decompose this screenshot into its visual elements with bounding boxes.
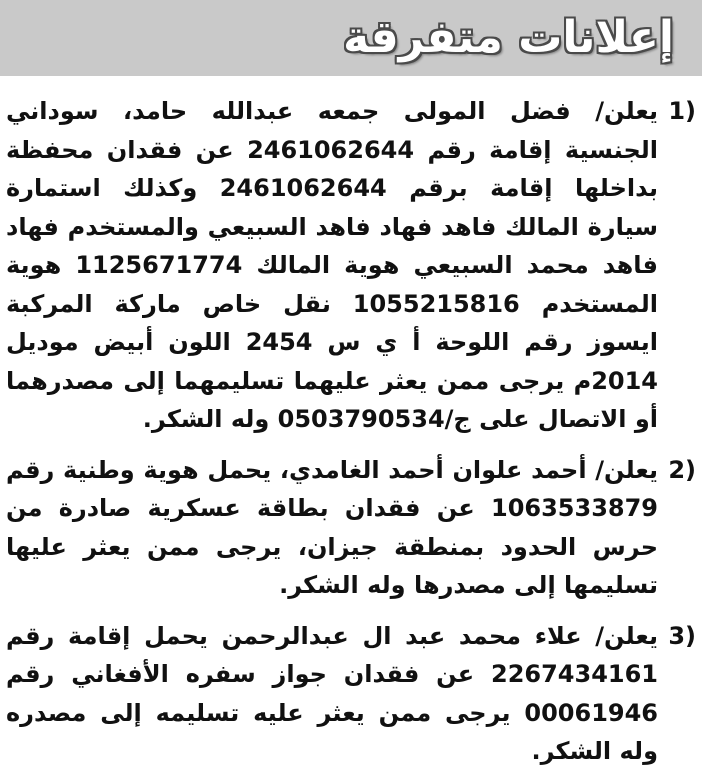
ad-number: 3) [668,621,696,650]
ad-number: 2) [668,455,696,484]
ads-list [6,92,696,783]
section-header [0,0,702,76]
section-title: إعلانات متفرقة [343,12,674,63]
ad-text: يعلن/ فضل المولى جمعه عبدالله حامد، سوداني الجنسية إقامة رقم 2461062644 عن فقدان محفظة بداخلها إقامة برقم 2461062644 وكذلك استمارة سيارة المالك فاهد فهاد فاهد السبيعي والمستخدم فهاد فاهد محمد السبيعي هوية المالك 1125671774 هوية المستخدم 1055215816 نقل خاص ماركة المركبة ايسوز رقم اللوحة أ ي س 2454 اللون أبيض موديل 2014م يرجى ممن يعثر عليهما تسليمهما إلى مصدرهما أو الاتصال على ج/0503790534 وله الشكر. [6,97,659,433]
ad-number: 1) [668,97,696,125]
ad-text: يعلن/ علاء محمد عبد ال عبدالرحمن يحمل إقامة رقم 2267434161 عن فقدان جواز سفره الأفغاني رقم 00061946 يرجى ممن يعثر عليه تسليمه إلى مصدره وله الشكر. [6,621,658,765]
ad-item [6,617,696,771]
ad-text: يعلن/ أحمد علوان أحمد الغامدي، يحمل هوية وطنية رقم 1063533879 عن فقدان بطاقة عسكرية صادرة من حرس الحدود بمنطقة جيزان، يرجى ممن يعثر عليها تسليمها إلى مصدرها وله الشكر. [6,455,658,599]
ad-item [6,92,696,439]
ad-item [6,451,696,605]
